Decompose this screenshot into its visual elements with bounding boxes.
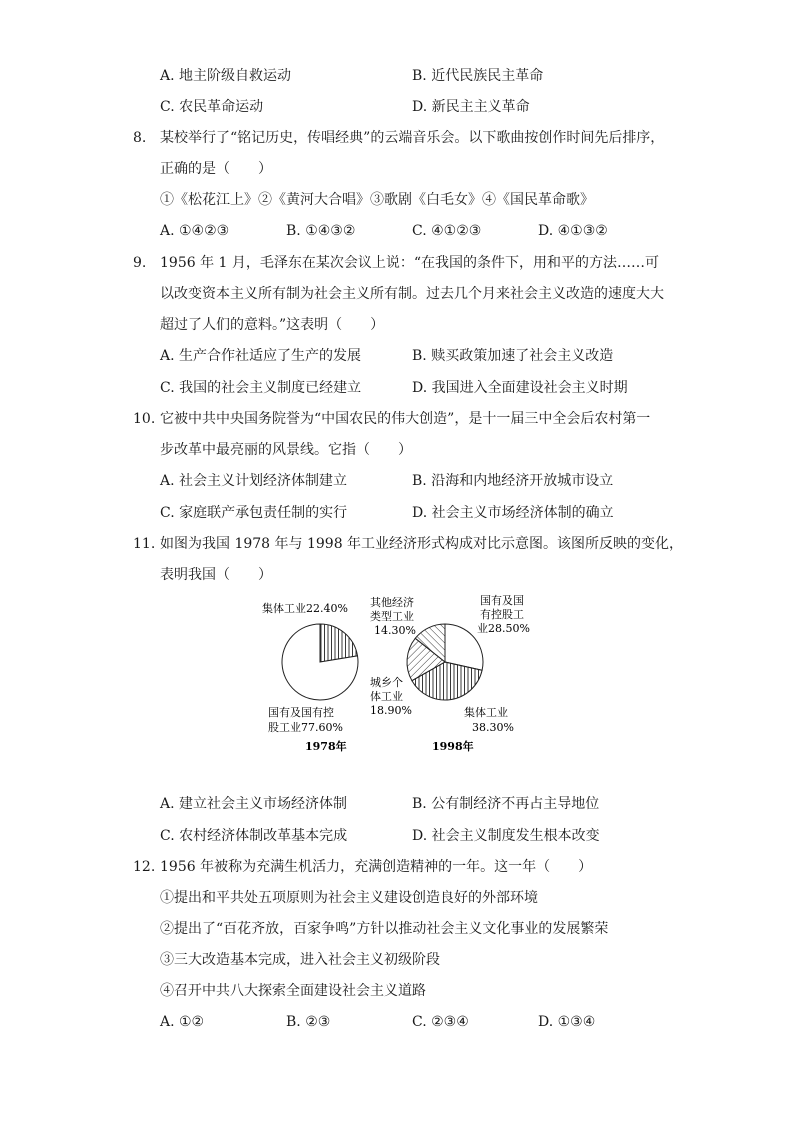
q12-item-2: ②提出了“百花齐放，百家争鸣”方针以推动社会主义文化事业的发展繁荣 [160, 921, 609, 937]
q10-stem-line1: 它被中共中央国务院誉为“中国农民的伟大创造”，是十一届三中全会后农村第一 [160, 411, 651, 427]
label-1998-individual-line2: 体工业 [370, 690, 403, 703]
q12-number: 12. [133, 859, 156, 875]
pie-chart-1998 [407, 624, 483, 700]
q9-option-d: D. 我国进入全面建设社会主义时期 [412, 380, 628, 396]
chart-title-1978: 1978年 [305, 740, 347, 753]
label-1998-other-line3: 14.30% [374, 624, 416, 637]
q12-option-a: A. ①② [160, 1014, 205, 1030]
q8-stem-line2: 正确的是（ ） [160, 161, 272, 177]
label-1998-individual-line3: 18.90% [370, 704, 412, 717]
q10-option-b: B. 沿海和内地经济开放城市设立 [412, 473, 614, 489]
q12-option-c: C. ②③④ [412, 1014, 469, 1030]
q10-option-a: A. 社会主义计划经济体制建立 [160, 473, 348, 489]
q8-option-a: A. ①④②③ [160, 223, 230, 239]
label-1998-collective-line2: 38.30% [472, 721, 514, 734]
q8-stem-line1: 某校举行了“铭记历史，传唱经典”的云端音乐会。以下歌曲按创作时间先后排序， [160, 130, 665, 146]
industry-structure-pie-charts [250, 590, 550, 760]
q12-item-3: ③三大改造基本完成，进入社会主义初级阶段 [160, 952, 440, 968]
q9-stem-line1: 1956 年 1 月，毛泽东在某次会议上说：“在我国的条件下，用和平的方法……可 [160, 255, 660, 271]
q10-option-c: C. 家庭联产承包责任制的实行 [160, 505, 348, 521]
chart-title-1998: 1998年 [432, 740, 474, 753]
label-1978-state-line1: 国有及国有控 [268, 706, 334, 719]
label-1978-collective: 集体工业22.40% [262, 602, 348, 615]
q9-stem-line2: 以改变资本主义所有制为社会主义所有制。过去几个月来社会主义改造的速度大大 [160, 286, 664, 302]
q11-option-c: C. 农村经济体制改革基本完成 [160, 828, 348, 844]
q9-number: 9. [133, 255, 147, 271]
label-1998-other-line1: 其他经济 [370, 596, 414, 609]
q12-option-b: B. ②③ [286, 1014, 331, 1030]
label-1978-state-line2: 股工业77.60% [268, 721, 343, 734]
label-1998-state-line2: 有控股工 [480, 608, 524, 621]
q10-number: 10. [133, 411, 156, 427]
label-1998-state-line3: 业28.50% [477, 622, 530, 635]
q11-stem-line1: 如图为我国 1978 年与 1998 年工业经济形式构成对比示意图。该图所反映的变化， [160, 536, 684, 552]
q8-items: ①《松花江上》②《黄河大合唱》③歌剧《白毛女》④《国民革命歌》 [160, 192, 594, 208]
q7-option-d: D. 新民主主义革命 [412, 99, 530, 115]
label-1998-individual-line1: 城乡个 [370, 676, 403, 689]
q7-option-a: A. 地主阶级自救运动 [160, 68, 292, 84]
q8-option-b: B. ①④③② [286, 223, 356, 239]
q12-item-4: ④召开中共八大探索全面建设社会主义道路 [160, 983, 426, 999]
q9-option-c: C. 我国的社会主义制度已经建立 [160, 380, 362, 396]
q12-item-1: ①提出和平共处五项原则为社会主义建设创造良好的外部环境 [160, 890, 538, 906]
label-1998-collective-line1: 集体工业 [464, 706, 508, 719]
q9-option-a: A. 生产合作社适应了生产的发展 [160, 348, 362, 364]
label-1998-other-line2: 类型工业 [370, 610, 414, 623]
q8-number: 8. [133, 130, 147, 146]
q12-stem-line1: 1956 年被称为充满生机活力，充满创造精神的一年。这一年（ ） [160, 859, 593, 875]
q9-option-b: B. 赎买政策加速了社会主义改造 [412, 348, 614, 364]
q10-option-d: D. 社会主义市场经济体制的确立 [412, 505, 614, 521]
q9-stem-line3: 超过了人们的意料。”这表明（ ） [160, 317, 385, 333]
q8-option-d: D. ④①③② [538, 223, 608, 239]
q11-option-d: D. 社会主义制度发生根本改变 [412, 828, 600, 844]
q11-stem-line2: 表明我国（ ） [160, 567, 272, 583]
q7-option-c: C. 农民革命运动 [160, 99, 264, 115]
q12-option-d: D. ①③④ [538, 1014, 596, 1030]
q7-option-b: B. 近代民族民主革命 [412, 68, 544, 84]
q10-stem-line2: 步改革中最亮丽的风景线。它指（ ） [160, 442, 412, 458]
q11-option-a: A. 建立社会主义市场经济体制 [160, 796, 348, 812]
pie-chart-1978 [282, 624, 358, 700]
label-1998-state-line1: 国有及国 [480, 594, 524, 607]
q8-option-c: C. ④①②③ [412, 223, 482, 239]
q11-option-b: B. 公有制经济不再占主导地位 [412, 796, 600, 812]
q11-number: 11. [133, 536, 156, 552]
